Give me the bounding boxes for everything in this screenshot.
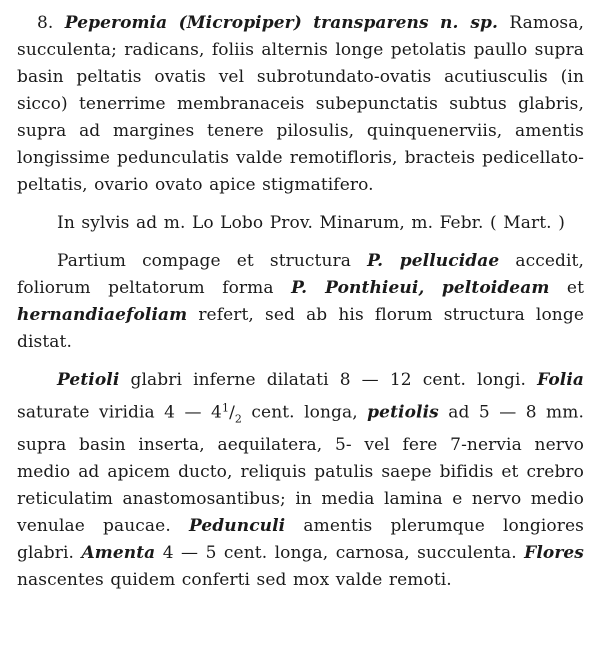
fraction-half: $^1/_2$ [221,401,242,426]
term-pedunculi: Pedunculi [188,516,286,537]
folia-text-2: cent. longa, [251,402,358,423]
species-number: 8. [37,13,54,33]
locality-text: In sylvis ad m. Lo Lobo Prov. Minarum, m. Febr. ( Mart. ) [57,213,565,233]
flores-text: nascentes quidem conferti sed mox valde remoti. [17,570,452,591]
taxon-hernandiaefoliam: hernandiaefoliam [17,305,188,325]
genus-name: Peperomia [64,13,168,33]
term-petiolis: petiolis [367,402,439,423]
folia-text: saturate viridia 4 — 4 [17,402,222,423]
term-petioli: Petioli [57,370,120,390]
section-name: (Micropiper) [178,13,302,33]
pedunculi-text: amentis plerumque longiores glabri. [17,516,584,564]
taxon-peltoideam: peltoideam [441,278,550,298]
taxon-ponthieui: P. Ponthieui, [291,278,425,298]
affinity-paragraph [17,248,584,356]
fraction-numerator: 1 [221,401,230,414]
species-epithet: transparens [313,13,429,33]
description-text: Ramosa, succulenta; radicans, foliis alternis longe petolatis paullo supra basin peltatis ovatis vel subrotundato-ovatis acutiusculis (in sicco) tenerrime membranaceis subepunctatis subtus glabris, supra ad margines tenere pilosulis, quinquenerviis, amentis longissime pedunculatis valde remotifloris, bracteis pedicellato-peltatis, ovario ovato apice stigmatifero. [17,13,584,195]
term-folia: Folia [537,370,584,390]
fraction-denominator: 2 [234,412,242,426]
affinity-text-2: accedit, foliorum peltatorum forma [17,251,584,298]
new-species-mark: n. sp. [440,13,498,33]
taxon-pellucidae: P. pellucidae [367,251,500,271]
petiolis-text: ad 5 — 8 mm. supra basin inserta, aequilatera, 5- vel fere 7-nervia nervo medio ad apicem ducto, reliquis patulis saepe bifidis et crebro reticulatim anastomosantibus; in media lamina e nervo medio venulae paucae. [17,402,584,537]
term-amenta: Amenta [81,543,156,564]
amenta-text: 4 — 5 cent. longa, carnosa, succulenta. [162,543,517,564]
affinity-text-3: et [566,278,584,298]
morphology-paragraph [17,367,584,594]
petioli-text: glabri inferne dilatati 8 — 12 cent. longi. [130,370,526,390]
term-flores: Flores [524,543,584,564]
affinity-text-1: Partium compage et structura [57,251,351,271]
species-description [17,10,584,199]
locality-paragraph [17,210,584,237]
affinity-text-4: refert, sed ab his florum structura longe distat. [17,305,584,352]
